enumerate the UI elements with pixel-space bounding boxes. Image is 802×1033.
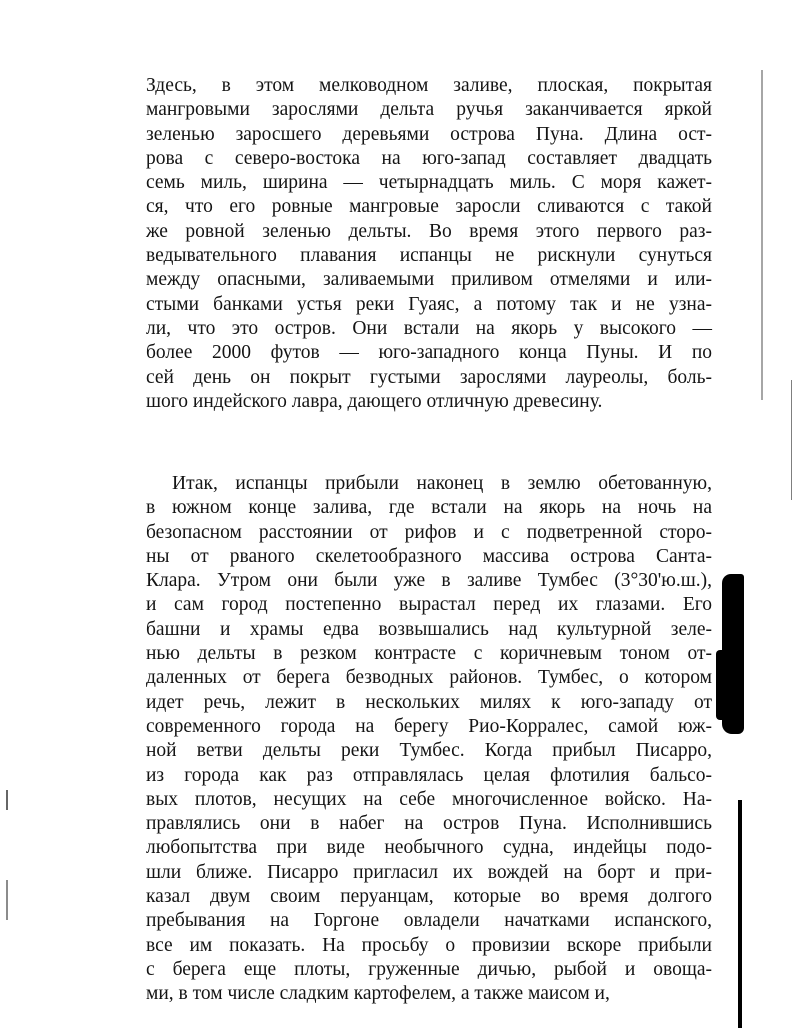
text-line: безопасном расстоянии от рифов и с подветренной сторо- xyxy=(146,521,712,543)
text-line: между опасными, заливаемыми приливом отмелями и или- xyxy=(146,269,712,291)
text-line: нью дельты в резком контрасте с коричневым тоном от- xyxy=(146,643,712,665)
scan-edge-line-right-faint xyxy=(761,70,763,400)
scan-edge-line-right xyxy=(738,800,742,1028)
text-line: сей день он покрыт густыми зарослями лауреолы, боль- xyxy=(146,366,712,388)
text-line: шли ближе. Писарро пригласил их вождей на борт и при- xyxy=(146,861,712,883)
text-line: ся, что его ровные мангровые заросли сливаются с такой xyxy=(146,196,712,218)
text-line: казал двум своим перуанцам, которые во время долгого xyxy=(146,886,712,908)
scan-edge-mark-left xyxy=(6,790,8,810)
text-line: и сам город постепенно вырастал перед их глазами. Его xyxy=(146,594,712,616)
scan-edge-line-far-right xyxy=(791,380,792,500)
text-line: Клара. Утром они были уже в заливе Тумбес (3°30'ю.ш.), xyxy=(146,570,712,592)
text-line: стыми банками устья реки Гуаяс, а потому так и не узна- xyxy=(146,293,712,315)
text-line: в южном конце залива, где встали на якорь на ночь на xyxy=(146,497,712,519)
text-line: пребывания на Горгоне овладели начатками испанского, xyxy=(146,910,712,932)
text-line: ны от рваного скелетообразного массива острова Санта- xyxy=(146,545,712,567)
scan-ink-blot-tip xyxy=(716,650,726,720)
text-line: вых плотов, несущих на себе многочисленное войско. На- xyxy=(146,788,712,810)
text-line: с берега еще плоты, груженные дичью, рыбой и овоща- xyxy=(146,958,712,980)
paragraph-2 xyxy=(146,472,712,1007)
text-line: ми, в том числе сладким картофелем, а также маисом и, xyxy=(146,983,610,1005)
scan-edge-mark-left-lower xyxy=(6,880,8,920)
text-line: мангровыми зарослями дельта ручья заканчивается яркой xyxy=(146,99,712,121)
paragraph-1 xyxy=(146,74,712,414)
text-line: семь миль, ширина — четырнадцать миль. С моря кажет- xyxy=(146,172,712,194)
text-line: башни и храмы едва возвышались над культурной зеле- xyxy=(146,618,712,640)
text-line: зеленью заросшего деревьями острова Пуна. Длина ост- xyxy=(146,123,712,145)
text-line: ведывательного плавания испанцы не рискнули сунуться xyxy=(146,245,712,267)
text-line: рова с северо-востока на юго-запад составляет двадцать xyxy=(146,147,712,169)
text-line: даленных от берега безводных районов. Тумбес, о котором xyxy=(146,667,712,689)
text-line: современного города на берегу Рио-Корралес, самой юж- xyxy=(146,715,712,737)
text-line: же ровной зеленью дельты. Во время этого первого раз- xyxy=(146,220,712,242)
text-line: Здесь, в этом мелководном заливе, плоская, покрытая xyxy=(146,75,712,96)
text-line: любопытства при виде необычного судна, индейцы подо- xyxy=(146,837,712,859)
text-line: правлялись они в набег на остров Пуна. Исполнившись xyxy=(146,813,712,835)
text-line: более 2000 футов — юго-западного конца Пуны. И по xyxy=(146,342,712,364)
text-line: ли, что это остров. Они встали на якорь у высокого — xyxy=(146,317,712,339)
text-line: Итак, испанцы прибыли наконец в землю обетованную, xyxy=(172,473,712,494)
text-line: все им показать. На просьбу о провизии вскоре прибыли xyxy=(146,934,712,956)
text-line: ной ветви дельты реки Тумбес. Когда прибыл Писарро, xyxy=(146,740,712,762)
text-line: идет речь, лежит в нескольких милях к юго-западу от xyxy=(146,691,712,713)
text-line: шого индейского лавра, дающего отличную древесину. xyxy=(146,390,603,412)
text-line: из города как раз отправлялась целая флотилия бальсо- xyxy=(146,764,712,786)
